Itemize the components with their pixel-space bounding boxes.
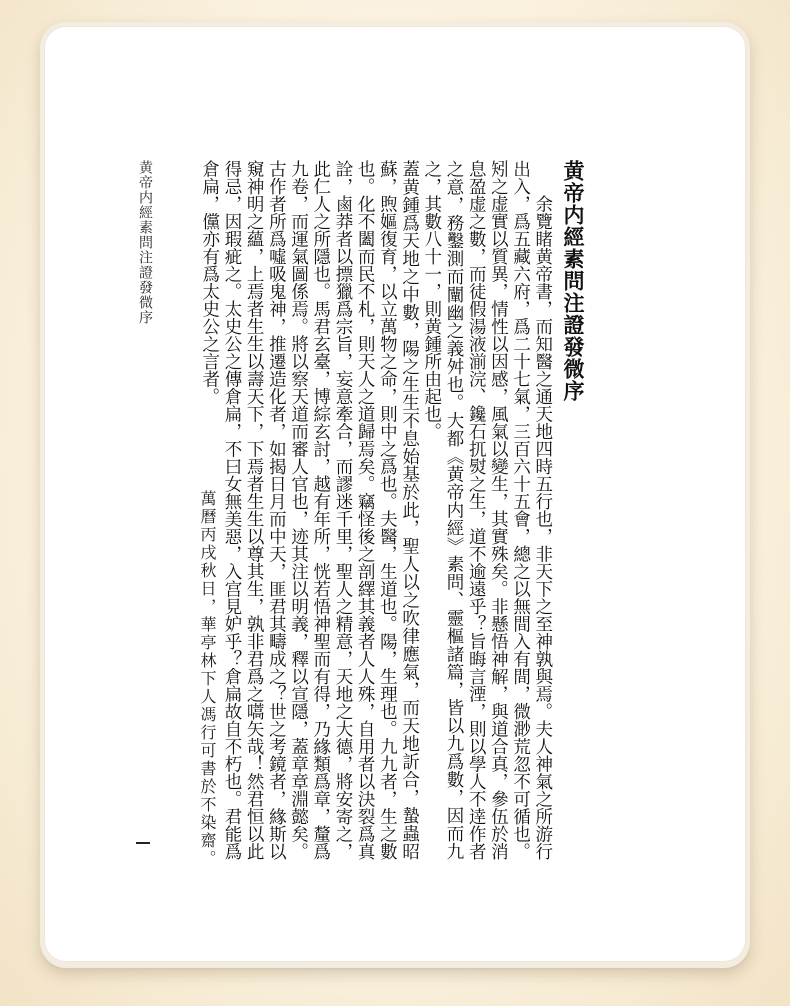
paragraph-1: 余覽睹黄帝書，而知醫之通天地四時五行也，非天下之至神孰與焉。夫人神氣之所游行出入，爲五藏六府，爲二十七氣，三百六十五會，總之以無間入有間，微渺荒忽不可循也。矧之虚實以質異，情性以因感，風氣以變生，其實殊矣。非懸悟神解，與道合真，參伍於消息盈虚之數，而徒假湯液湔浣、鑱石扤熨之生，道不逾遠乎？旨晦言湮，則以學人不逹作者之意，務鑿測而闡幽之義舛也。大都《黄帝内經》素問、靈樞諸篇，皆以九爲數，因而九之，其數八十一，則黄鍾所由起也。 <box>421 160 553 860</box>
running-head: 黄帝内經素問注證發微序 <box>137 160 153 325</box>
paragraph-2: 蓋黄鍾爲天地之中數，陽之生生不息始基於此，聖人以之吹律應氣，而天地訢合，蟄蟲昭蘇，煦嫗復育，以立萬物之命，則中之爲也。夫醫，生道也。陽，生理也。九九者，生之數也。化不闔而民不札，則天人之道歸焉矣。竊怪後之剖繹其義者人人殊，自用者以決裂爲真詮，鹵莽者以摽獵爲宗旨，妄意牽合，而謬迷千里，聖人之精意，天地之大德，將安寄之，此仁人之所隱也。馬君玄臺，博綜玄討，越有年所，恍若悟神聖而有得，乃緣類爲章，釐爲九卷，而運氣圖係焉。將以察天道而審人官也，迹其注以明義，釋以宣隱，蓋章章淵懿矣。古作者所爲噓吸鬼神，推遷造化者，如揭日月而中天，匪君其疇成之？世之考鏡者，緣斯以窺神明之蘊，上焉者生生以壽天下，下焉者生生以尊其生，孰非君爲之嚆矢哉！然君恒以此得忌，因瑕疵之。太史公之傳倉扁，不曰女無美惡，入宫見妒乎？倉扁故自不朽也。君能爲倉扁，儻亦有爲太史公之言者。 <box>199 160 420 860</box>
colophon: 萬曆丙戌秋日，華亭林下人馮行可書於不染齋。 <box>198 490 217 868</box>
page-number <box>136 842 150 844</box>
preface-title: 黄帝内經素問注證發微序 <box>561 160 586 402</box>
